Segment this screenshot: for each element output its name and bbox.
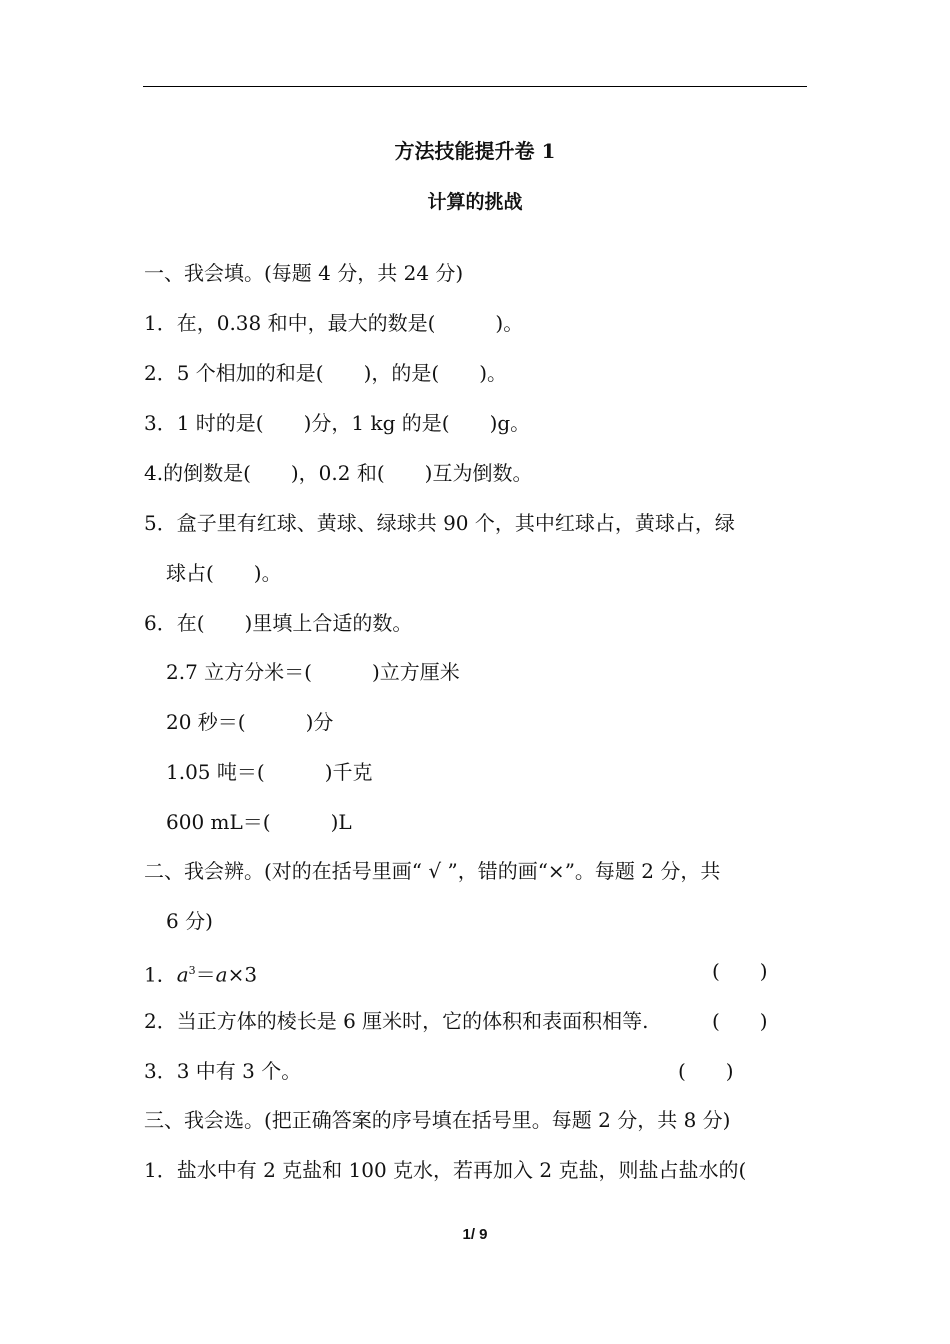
answer-parentheses: ( ) — [712, 959, 768, 983]
section1-question-6-item: 20 秒＝( )分 — [166, 710, 334, 734]
section1-question-5-line2: 球占( )。 — [166, 561, 282, 585]
page-subtitle: 计算的挑战 — [427, 191, 523, 213]
answer-parentheses: ( ) — [678, 1059, 734, 1083]
section1-heading: 一、我会填。(每题 4 分，共 24 分) — [144, 261, 464, 285]
exponent: 3 — [188, 964, 196, 977]
page-title: 方法技能提升卷 1 — [394, 139, 556, 163]
section1-question-3: 3．1 时的是( )分，1 kg 的是( )g。 — [144, 411, 531, 435]
section2-heading-line1: 二、我会辨。(对的在括号里画“ √ ”，错的画“×”。每题 2 分，共 — [144, 859, 721, 883]
multiplier: ×3 — [227, 962, 258, 987]
section3-heading: 三、我会选。(把正确答案的序号填在括号里。每题 2 分，共 8 分) — [144, 1108, 731, 1132]
section1-question-4: 4.的倒数是( )，0.2 和( )互为倒数。 — [144, 461, 533, 485]
header-rule — [143, 86, 807, 87]
equals-sign: ＝ — [195, 962, 216, 987]
question-number: 1． — [144, 962, 177, 987]
section1-question-5-line1: 5．盒子里有红球、黄球、绿球共 90 个，其中红球占，黄球占，绿 — [144, 511, 735, 535]
section1-question-6-item: 2.7 立方分米＝( )立方厘米 — [166, 660, 460, 684]
section1-question-2: 2．5 个相加的和是( )，的是( )。 — [144, 361, 508, 385]
section1-question-6-item: 1.05 吨＝( )千克 — [166, 760, 373, 784]
section2-question-1 — [144, 958, 257, 988]
section3-question-1: 1．盐水中有 2 克盐和 100 克水，若再加入 2 克盐，则盐占盐水的( — [144, 1158, 747, 1182]
section2-question-3: 3．3 中有 3 个。 — [144, 1059, 302, 1083]
variable-a: a — [215, 962, 228, 987]
section2-question-2: 2．当正方体的棱长是 6 厘米时，它的体积和表面积相等. — [144, 1009, 649, 1033]
page-number: 1/ 9 — [462, 1226, 488, 1243]
section1-question-6: 6．在( )里填上合适的数。 — [144, 611, 413, 635]
answer-parentheses: ( ) — [712, 1009, 768, 1033]
section1-question-1: 1．在，0.38 和中，最大的数是( )。 — [144, 311, 524, 335]
section2-heading-line2: 6 分) — [166, 909, 213, 933]
variable-a: a — [176, 962, 189, 987]
section1-question-6-item: 600 mL＝( )L — [166, 810, 352, 834]
